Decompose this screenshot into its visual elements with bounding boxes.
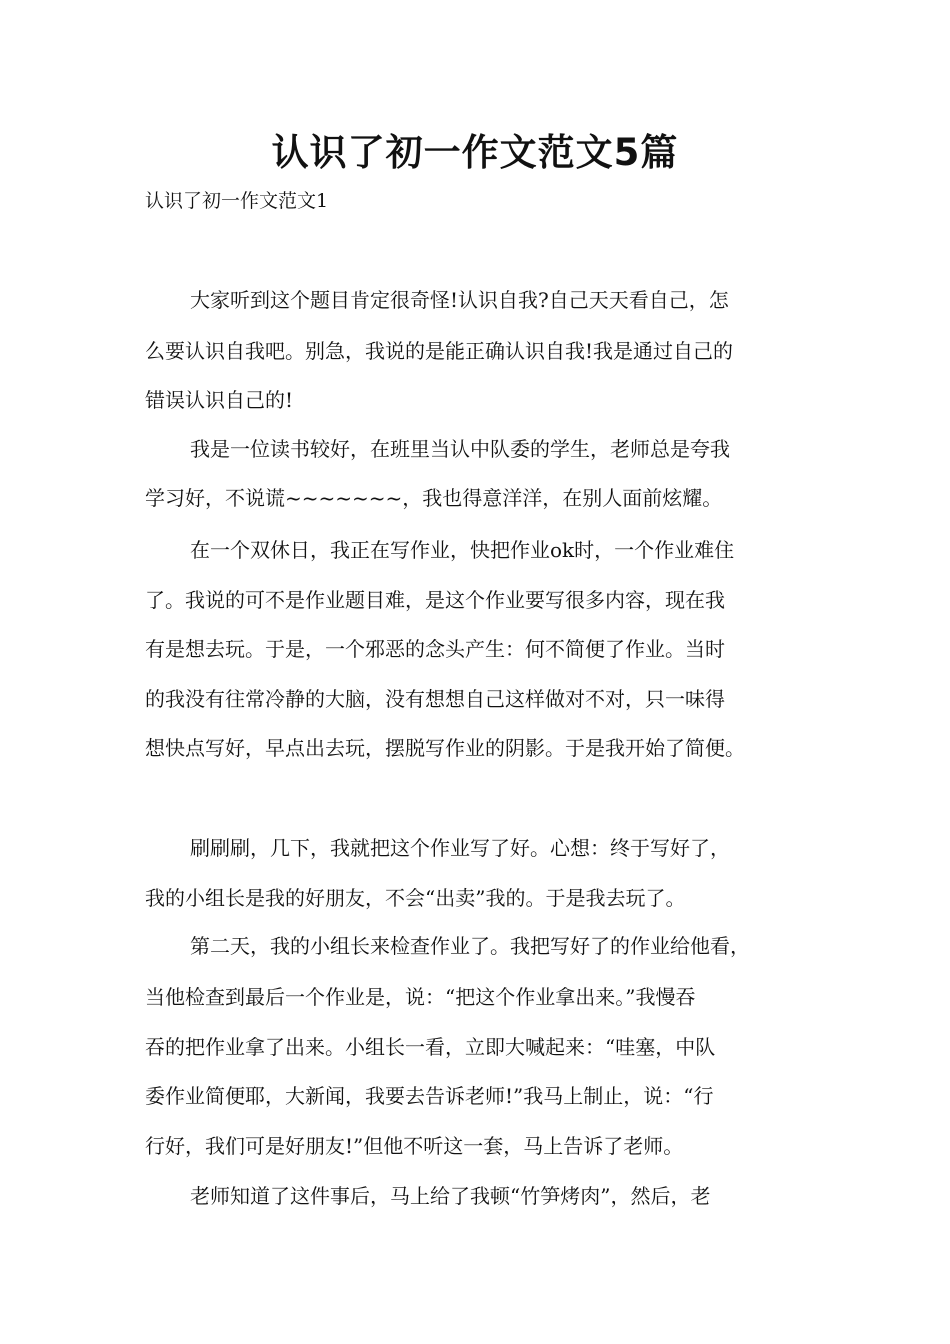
paragraph-line: 在一个双休日，我正在写作业，快把作业ok时，一个作业难住: [190, 538, 735, 562]
paragraph-line: 错误认识自己的!: [145, 388, 294, 412]
paragraph-line: 当他检查到最后一个作业是，说：“把这个作业拿出来。”我慢吞: [145, 985, 696, 1009]
paragraph-line: 吞的把作业拿了出来。小组长一看，立即大喊起来：“哇塞，中队: [145, 1035, 716, 1059]
paragraph-line: 第二天，我的小组长来检查作业了。我把写好了的作业给他看，: [190, 934, 750, 958]
paragraph-line: 的我没有往常冷静的大脑，没有想想自己这样做对不对，只一味得: [145, 687, 725, 711]
paragraph-line: 想快点写好，早点出去玩，摆脱写作业的阴影。于是我开始了简便。: [145, 736, 745, 760]
paragraph-line: 大家听到这个题目肯定很奇怪!认识自我?自己天天看自己，怎: [190, 288, 729, 312]
paragraph-line: 委作业简便耶，大新闻，我要去告诉老师!”我马上制止，说：“行: [145, 1084, 714, 1108]
paragraph-line: 我的小组长是我的好朋友，不会“出卖”我的。于是我去玩了。: [145, 886, 686, 910]
paragraph-line: 刷刷刷，几下，我就把这个作业写了好。心想：终于写好了，: [190, 836, 730, 860]
paragraph-line: 么要认识自我吧。别急，我说的是能正确认识自我!我是通过自己的: [145, 339, 734, 363]
paragraph-line: 学习好，不说谎~~~~~~~，我也得意洋洋，在别人面前炫耀。: [145, 486, 723, 510]
paragraph-line: 我是一位读书较好，在班里当认中队委的学生，老师总是夸我: [190, 437, 730, 461]
paragraph-line: 老师知道了这件事后，马上给了我顿“竹笋烤肉”，然后，老: [190, 1184, 711, 1208]
paragraph-line: 了。我说的可不是作业题目难，是这个作业要写很多内容，现在我: [145, 588, 725, 612]
essay-subheading: 认识了初一作文范文1: [145, 190, 329, 212]
paragraph-line: 行好，我们可是好朋友!”但他不听这一套，马上告诉了老师。: [145, 1134, 684, 1158]
document-title: 认识了初一作文范文5篇: [271, 131, 679, 174]
paragraph-line: 有是想去玩。于是，一个邪恶的念头产生：何不简便了作业。当时: [145, 637, 725, 661]
